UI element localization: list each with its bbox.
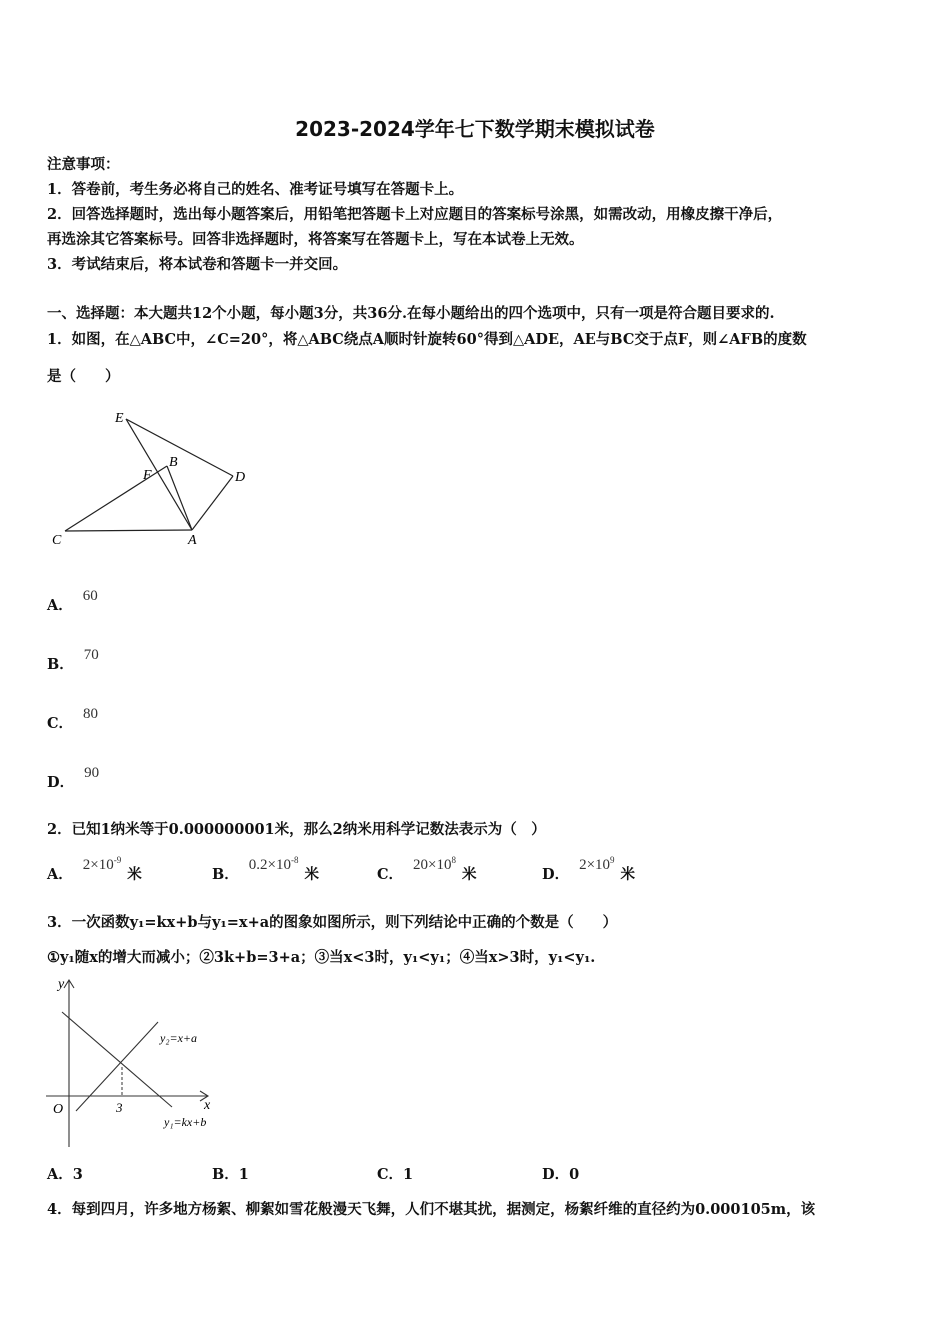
unit-label: 米 bbox=[304, 866, 319, 883]
axis-label-x: x bbox=[204, 1098, 211, 1113]
q2-option-a[interactable] bbox=[47, 853, 142, 883]
option-letter: C． bbox=[377, 1166, 404, 1183]
q3-option-d[interactable] bbox=[542, 1163, 579, 1184]
option-value: 70 bbox=[83, 647, 99, 663]
q3-option-a[interactable] bbox=[47, 1163, 83, 1184]
option-value: 3 bbox=[72, 1166, 83, 1183]
option-value: 90 bbox=[84, 765, 100, 781]
option-value: 1 bbox=[403, 1166, 414, 1183]
option-value: 0 bbox=[569, 1166, 580, 1183]
unit-label: 米 bbox=[127, 866, 142, 883]
q1-stem: 1．如图，在△ABC中，∠C=20°，将△ABC绕点A顺时针旋转60°得到△ADE，AE与BC交于点F，则∠AFB的度数 bbox=[47, 331, 807, 348]
q1-option-c[interactable] bbox=[47, 702, 99, 732]
label-a: A bbox=[188, 533, 197, 548]
option-value: $2\times 10^{-9}$ bbox=[82, 855, 122, 873]
option-letter: A． bbox=[47, 1166, 73, 1183]
page-title: 2023-2024学年七下数学期末模拟试卷 bbox=[295, 117, 655, 141]
option-value: $20\times 10^8$ bbox=[413, 855, 457, 873]
q2-stem: 2．已知1纳米等于0.000000001米，那么2纳米用科学记数法表示为（ ） bbox=[47, 821, 546, 838]
line-label-y1: y₁=kx+b bbox=[164, 1115, 207, 1129]
option-value: $0.2\times 10^{-8}$ bbox=[248, 855, 299, 873]
q3-linear-graph bbox=[40, 972, 240, 1147]
note-item-2-cont: 再选涂其它答案标号。回答非选择题时，将答案写在答题卡上，写在本试卷上无效。 bbox=[47, 231, 584, 248]
q2-option-d[interactable] bbox=[542, 853, 636, 883]
option-letter: B． bbox=[47, 656, 74, 673]
option-value: $2\times 10^9$ bbox=[579, 855, 615, 873]
q4-stem: 4．每到四月，许多地方杨絮、柳絮如雪花般漫天飞舞，人们不堪其扰，据测定，杨絮纤维的直径约为0.000105m，该 bbox=[47, 1201, 816, 1218]
q1-option-d[interactable] bbox=[47, 761, 100, 791]
option-letter: A． bbox=[47, 597, 73, 614]
line-label-y2: y₂=x+a bbox=[160, 1031, 198, 1045]
option-value: 1 bbox=[238, 1166, 249, 1183]
notes-heading: 注意事项： bbox=[47, 156, 120, 173]
q3-stem: 3．一次函数y₁=kx+b与y₁=x+a的图象如图所示，则下列结论中正确的个数是（ ） bbox=[47, 914, 618, 931]
note-item-3: 3．考试结束后，将本试卷和答题卡一并交回。 bbox=[47, 256, 348, 273]
q1-option-a[interactable] bbox=[47, 584, 98, 614]
option-letter: D． bbox=[47, 774, 75, 791]
label-f: F bbox=[143, 468, 152, 483]
section-heading: 一、选择题：本大题共12个小题，每小题3分，共36分.在每小题给出的四个选项中，只有一项是符合题目要求的. bbox=[47, 305, 775, 322]
q3-conditions: ①y₁随x的增大而减小；②3k+b=3+a；③当x<3时，y₁<y₁；④当x>3时，y₁<y₁. bbox=[47, 949, 596, 966]
q1-triangle-figure bbox=[40, 400, 270, 560]
option-letter: C． bbox=[377, 866, 404, 883]
unit-label: 米 bbox=[620, 866, 636, 883]
option-letter: C． bbox=[47, 715, 74, 732]
origin-label: O bbox=[53, 1102, 64, 1117]
q2-option-b[interactable] bbox=[212, 853, 319, 883]
tick-label-3: 3 bbox=[116, 1100, 123, 1115]
note-item-2: 2．回答选择题时，选出每小题答案后，用铅笔把答题卡上对应题目的答案标号涂黑，如需改动，用橡皮擦干净后， bbox=[47, 206, 783, 223]
q3-option-c[interactable] bbox=[377, 1163, 413, 1184]
q3-option-b[interactable] bbox=[212, 1163, 249, 1184]
option-letter: D． bbox=[542, 1166, 570, 1183]
option-letter: B． bbox=[212, 866, 239, 883]
label-c: C bbox=[52, 533, 62, 548]
note-item-1: 1．答卷前，考生务必将自己的姓名、准考证号填写在答题卡上。 bbox=[47, 181, 464, 198]
label-b: B bbox=[169, 455, 178, 470]
q1-stem-cont: 是（ ） bbox=[47, 368, 120, 385]
label-e: E bbox=[115, 411, 124, 426]
option-letter: D． bbox=[542, 866, 570, 883]
axis-label-y: y bbox=[58, 977, 65, 992]
q1-option-b[interactable] bbox=[47, 643, 99, 673]
q2-option-c[interactable] bbox=[377, 853, 477, 883]
option-letter: B． bbox=[212, 1166, 239, 1183]
unit-label: 米 bbox=[462, 866, 477, 883]
label-d: D bbox=[235, 470, 246, 485]
option-value: 60 bbox=[82, 588, 98, 604]
option-letter: A． bbox=[47, 866, 73, 883]
option-value: 80 bbox=[83, 706, 99, 722]
